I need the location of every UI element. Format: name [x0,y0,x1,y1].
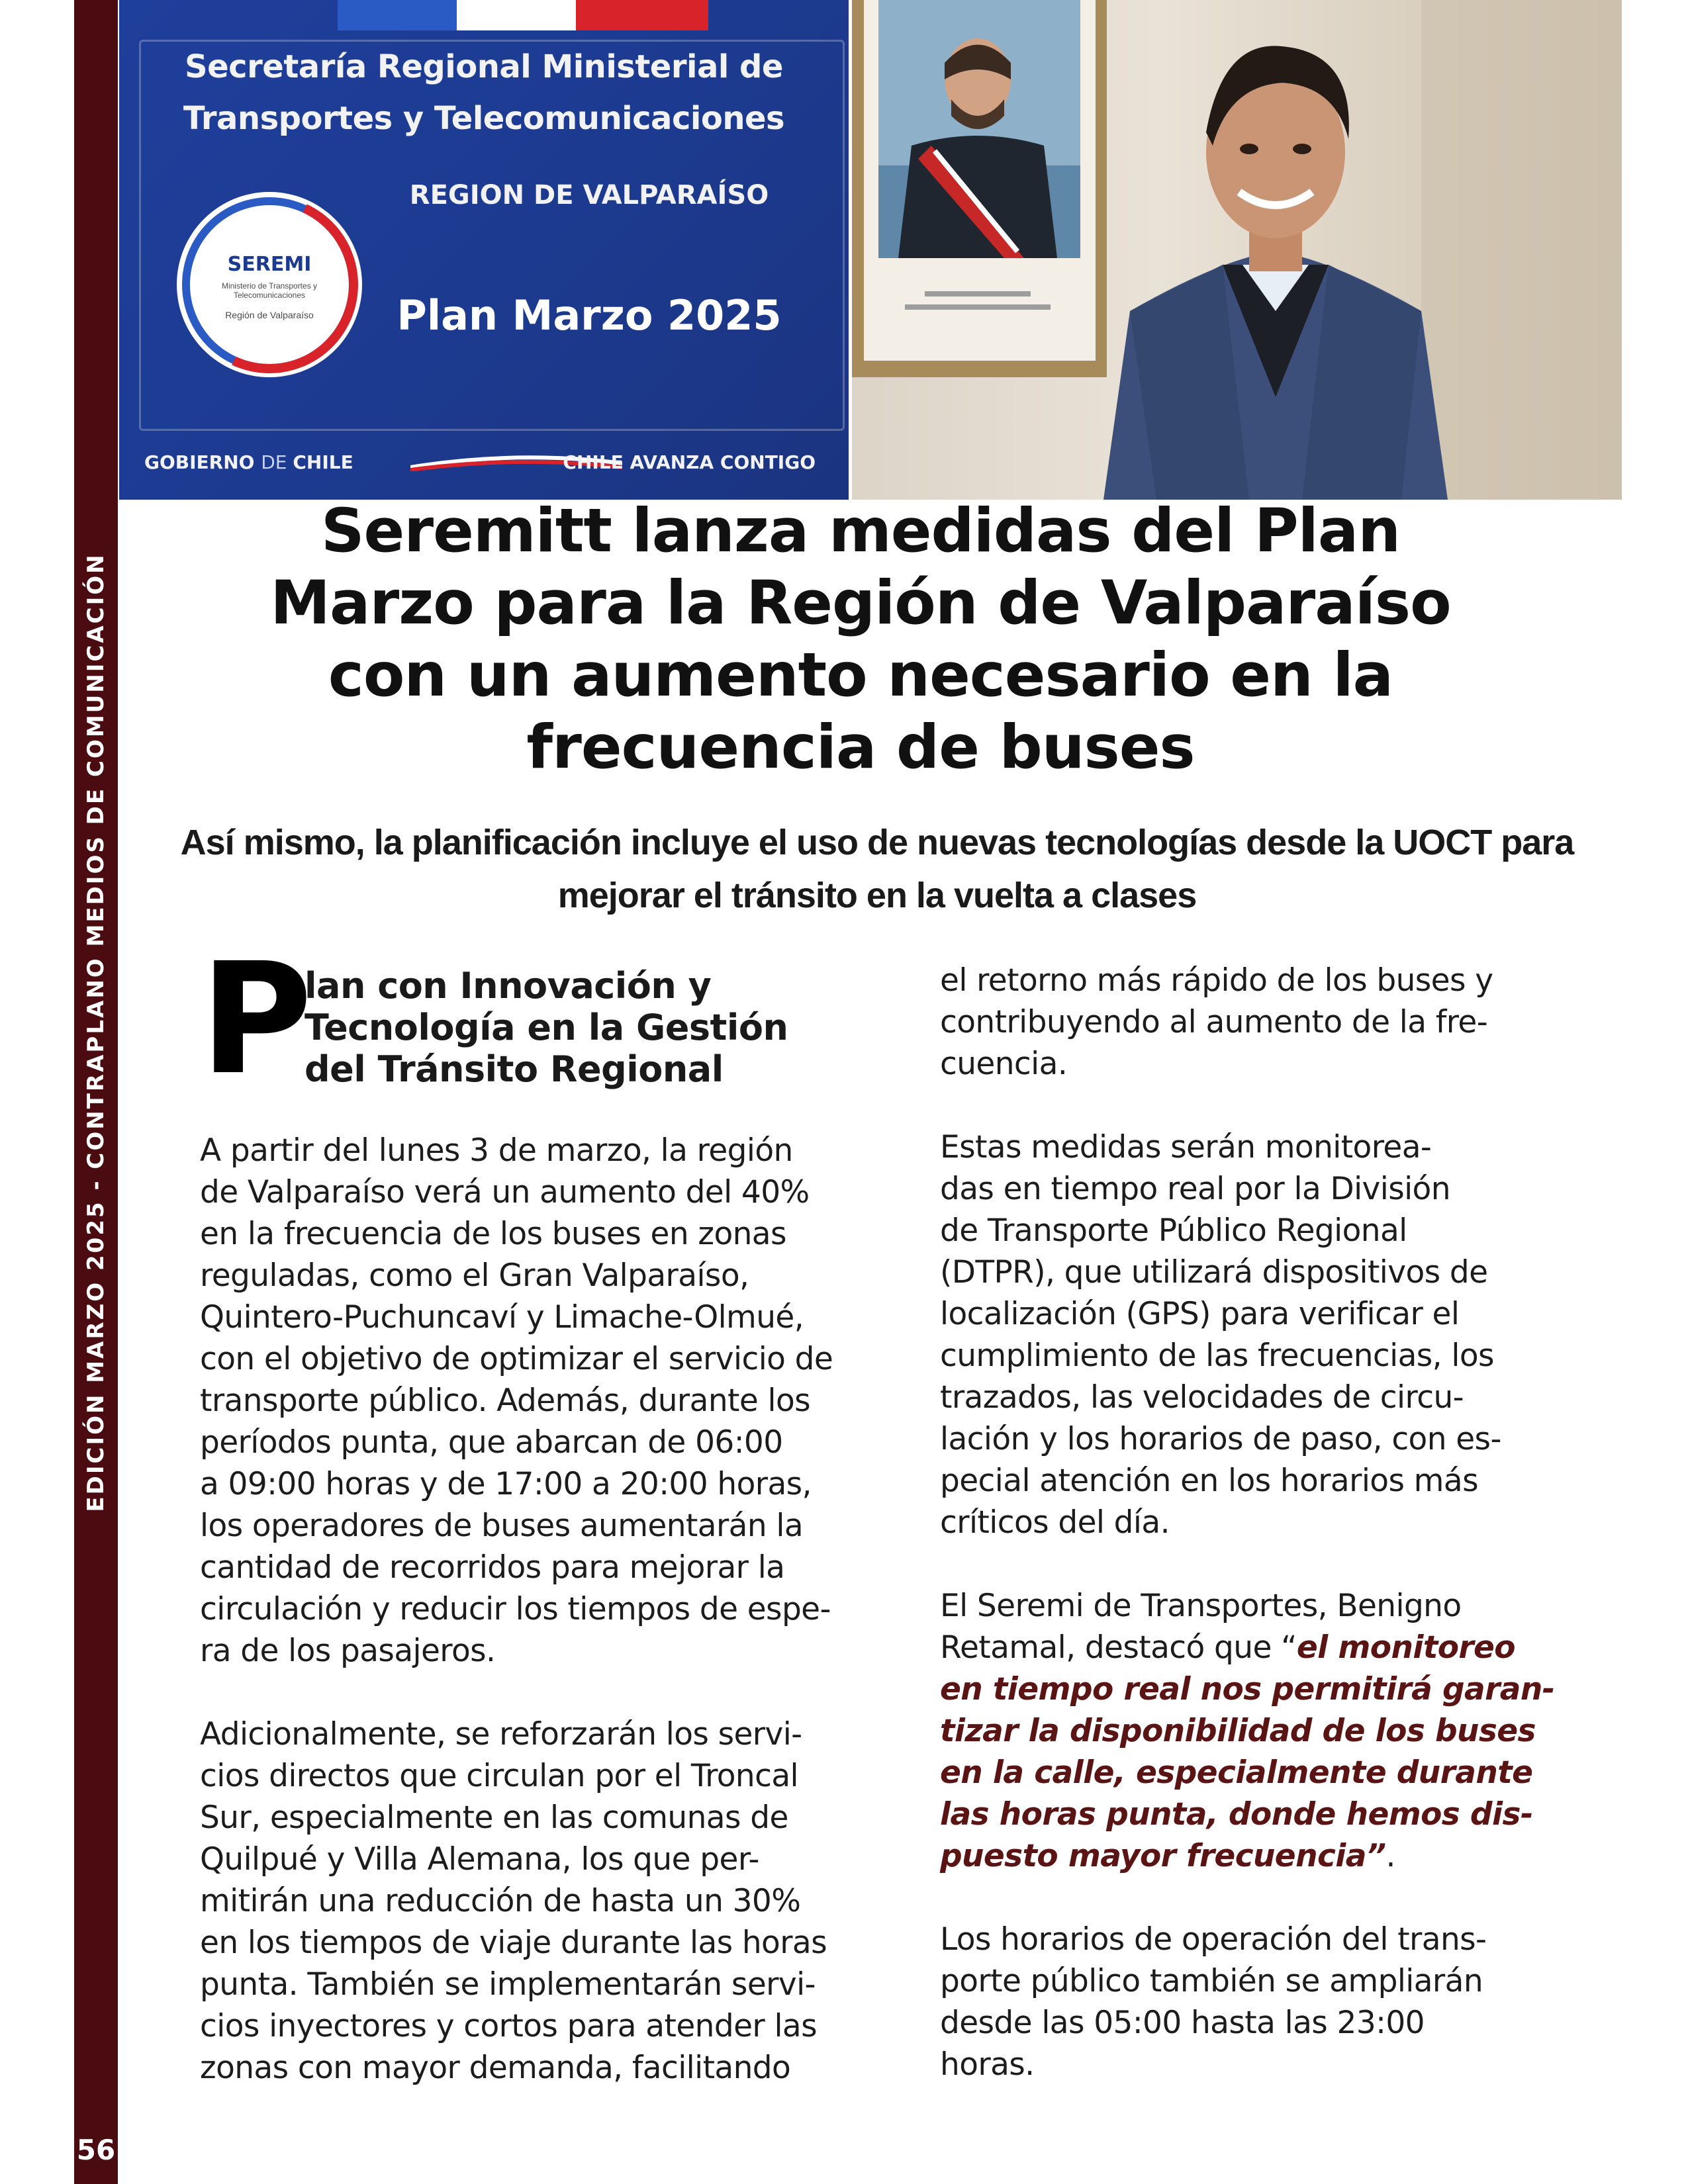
footer-left-part-a: GOBIERNO [144,451,261,473]
paragraph-operating-hours [940,1919,1628,2085]
quote-end: . [1385,1838,1395,1874]
article-column-left [200,930,882,2089]
text-line: cumplimiento de las frecuencias, los [940,1338,1494,1374]
flag-strip-blue [338,0,457,30]
text-line: el retorno más rápido de los buses y [940,962,1493,999]
article-subheadline [159,816,1595,922]
paragraph-gap [940,1085,1628,1126]
text-line: zonas con mayor demanda, facilitando [200,2050,791,2086]
text-line: porte público también se ampliarán [940,1963,1483,1999]
quote-text: las horas punta, donde hemos dis- [940,1796,1533,1833]
headline-line-3: con un aumento necesario en la [328,641,1393,710]
headline-line-4: frecuencia de buses [526,713,1195,782]
text-line: localización (GPS) para verificar el [940,1296,1460,1332]
quote-text: puesto mayor frecuencia” [940,1838,1386,1874]
text-line: períodos punta, que abarcan de 06:00 [200,1424,783,1461]
text-line: trazados, las velocidades de circu- [940,1379,1464,1416]
section-heading [305,965,887,1090]
section-heading-line-1: lan con Innovación y [305,965,712,1007]
text-line: en la frecuencia de los buses en zonas [200,1216,786,1252]
headline-line-1: Seremitt lanza medidas del Plan [320,496,1401,566]
flag-strip-white [457,0,576,30]
section-heading-line-2: Tecnología en la Gestión [305,1007,788,1048]
text-line: reguladas, como el Gran Valparaíso, [200,1257,749,1294]
subhead-line-2: mejorar el tránsito en la vuelta a clases [557,876,1197,915]
edition-label: EDICIÓN MARZO 2025 - CONTRAPLANO MEDIOS DE COMUNICACIÓN [83,553,109,1512]
text-line: cios directos que circulan por el Troncal [200,1758,799,1794]
text-line: transporte público. Además, durante los [200,1383,810,1419]
paragraph-gap [200,1672,882,1713]
text-line: cios inyectores y cortos para atender las [200,2008,817,2044]
text-line: Los horarios de operación del trans- [940,1921,1487,1958]
text-line: A partir del lunes 3 de marzo, la región [200,1132,793,1169]
seal-region: Región de Valparaíso [225,310,314,320]
lead-block [200,930,882,1109]
paragraph-gap [940,1877,1628,1919]
seremi-seal [182,197,357,372]
gobierno-de-chile-logo [144,451,353,473]
quote-text: en la calle, especialmente durante [940,1754,1533,1791]
chile-avanza-contigo-logo: CHILE AVANZA CONTIGO [563,451,816,473]
portrait-caption-line-1 [925,291,1031,296]
text-line: lación y los horarios de paso, con es- [940,1421,1501,1457]
banner-title-line-2: Transportes y Telecomunicaciones [183,100,785,137]
flag-strip-red [576,0,708,30]
quote-text: en tiempo real nos permitirá garan- [940,1671,1555,1707]
text-line: Quintero-Puchuncaví y Limache-Olmué, [200,1299,804,1336]
subhead-line-1: Así mismo, la planificación incluye el uso de nuevas tecnologías desde la UOCT para [180,823,1574,862]
footer-left-part-b: DE [261,451,293,473]
paragraph-bus-return [940,960,1628,1085]
portrait-caption-line-2 [905,304,1051,310]
banner-plan-title: Plan Marzo 2025 [397,291,782,340]
text-line: de Valparaíso verá un aumento del 40% [200,1174,810,1210]
text-line: de Transporte Público Regional [940,1212,1407,1249]
paragraph-frequency-increase [200,1130,882,1672]
text-line: críticos del día. [940,1504,1170,1541]
paragraph-monitoring [940,1126,1628,1543]
section-heading-line-3: del Tránsito Regional [305,1048,724,1090]
text-line: desde las 05:00 hasta las 23:00 [940,2005,1425,2041]
text-line: circulación y reducir los tiempos de espe- [200,1591,831,1627]
text-line: cantidad de recorridos para mejorar la [200,1549,785,1586]
text-line: horas. [940,2046,1035,2083]
text-line: (DTPR), que utilizará dispositivos de [940,1254,1488,1291]
text-line: Adicionalmente, se reforzarán los servi- [200,1716,802,1752]
text-line: Retamal, destacó que “ [940,1629,1297,1666]
seal-title: SEREMI [227,253,312,276]
text-line: cuencia. [940,1046,1068,1082]
drop-cap: P [200,930,312,1109]
footer-left-part-c: CHILE [293,451,353,473]
article-column-right [940,960,1628,2085]
text-line: a 09:00 horas y de 17:00 a 20:00 horas, [200,1466,812,1502]
banner-title-line-1: Secretaría Regional Ministerial de [185,48,783,85]
text-line: Sur, especialmente en las comunas de [200,1799,788,1836]
text-line: punta. También se implementarán servi- [200,1966,816,2003]
text-line: mitirán una reducción de hasta un 30% [200,1883,801,1919]
banner-title [119,41,849,144]
photo-illustration [852,0,1622,500]
headline-line-2: Marzo para la Región de Valparaíso [270,569,1451,638]
quote-text: tizar la disponibilidad de los buses [940,1713,1536,1749]
text-line: ra de los pasajeros. [200,1633,496,1669]
quote-text: el monitoreo [1296,1629,1515,1666]
text-line: Quilpué y Villa Alemana, los que per- [200,1841,759,1878]
paragraph-seremi-quote [940,1585,1628,1877]
banner-region: REGION DE VALPARAÍSO [409,180,769,210]
page-number: 56 [74,2130,118,2171]
official-photo [852,0,1622,500]
text-line: los operadores de buses aumentarán la [200,1508,804,1544]
text-line: contribuyendo al aumento de la fre- [940,1004,1488,1040]
seal-subtitle: Ministerio de Transportes y Telecomunicaciones [221,281,318,300]
text-line: en los tiempos de viaje durante las horas [200,1925,827,1961]
text-line: con el objetivo de optimizar el servicio de [200,1341,833,1377]
text-line: das en tiempo real por la División [940,1171,1450,1207]
seremi-banner-image [119,0,849,500]
text-line: El Seremi de Transportes, Benigno [940,1588,1462,1624]
text-line: Estas medidas serán monitorea- [940,1129,1432,1165]
article-headline [185,495,1536,784]
paragraph-direct-services [200,1713,882,2089]
paragraph-gap [940,1543,1628,1585]
text-line: pecial atención en los horarios más [940,1463,1478,1499]
